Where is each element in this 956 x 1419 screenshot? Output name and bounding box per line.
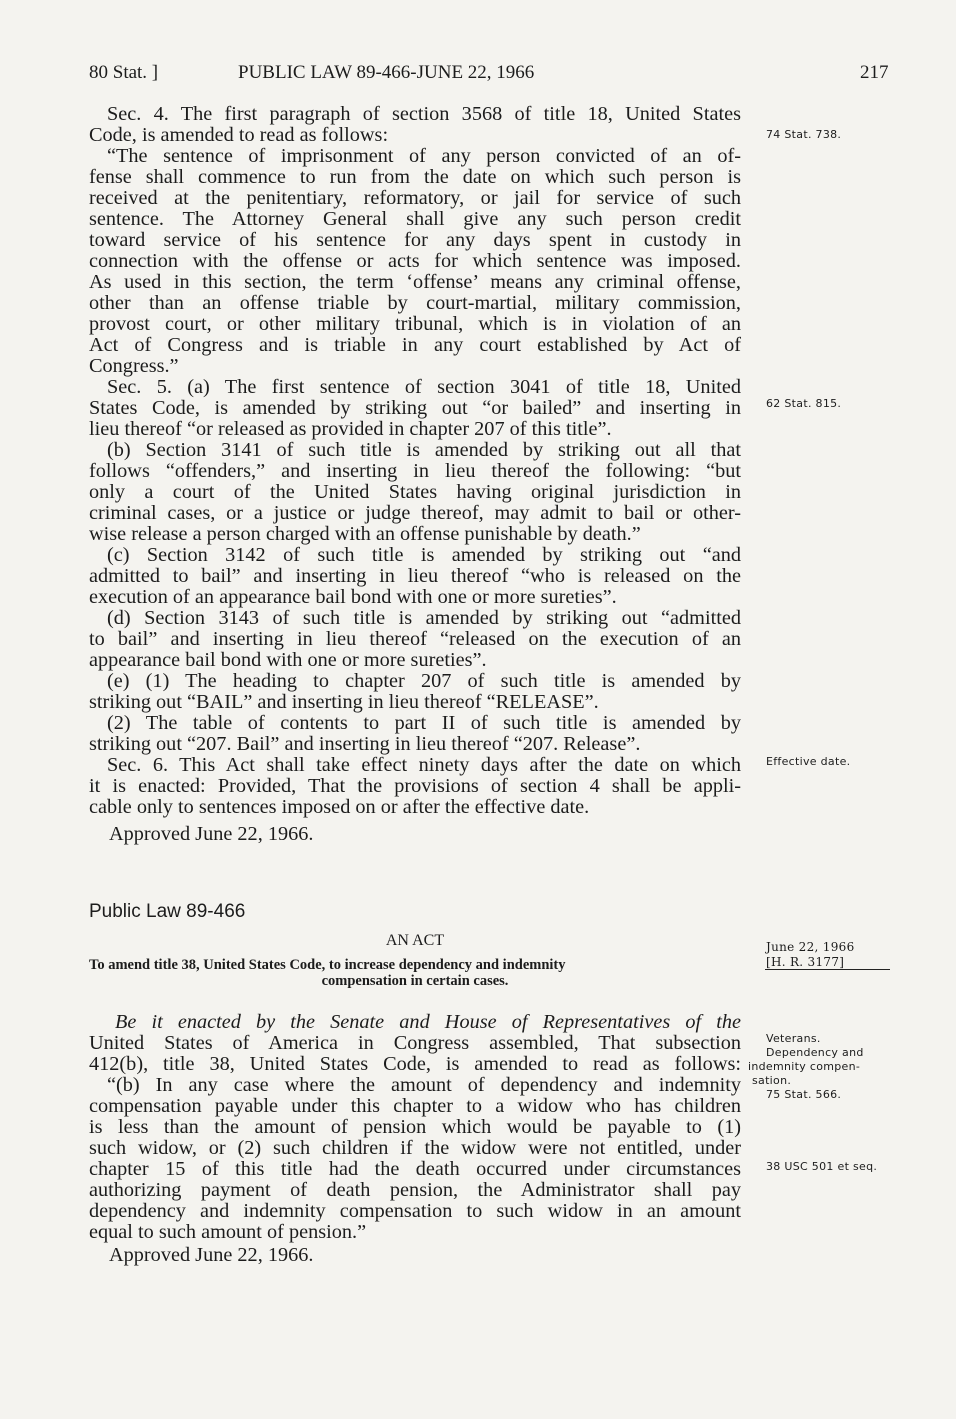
- margin-note-citation: 38 USC 501 et seq.: [766, 1160, 878, 1173]
- text-line: Sec. 6. This Act shall take effect ninety days after the date on which: [107, 754, 741, 776]
- text-line: cable only to sentences imposed on or after the effective date.: [89, 796, 590, 818]
- an-act-heading: AN ACT: [385, 932, 445, 949]
- text-line: 412(b), title 38, United States Code, is amended to read as follows:: [89, 1053, 741, 1075]
- page-number: 217: [860, 62, 889, 83]
- text-line: (d) Section 3143 of such title is amended by striking out “admitted: [107, 607, 741, 629]
- margin-note-stat: 75 Stat. 566.: [766, 1088, 842, 1101]
- text-line: Sec. 4. The first paragraph of section 3568 of title 18, United States: [107, 103, 741, 125]
- text-line: striking out “207. Bail” and inserting in lieu thereof “207. Release”.: [89, 733, 641, 755]
- text-line: to bail” and inserting in lieu thereof “released on the execution of an: [89, 628, 741, 650]
- text-line: Sec. 5. (a) The first sentence of section 3041 of title 18, United: [107, 376, 741, 398]
- header-stat: 80 Stat. ]: [89, 62, 159, 83]
- text-line: “(b) In any case where the amount of dependency and indemnity: [107, 1074, 741, 1096]
- text-line: Code, is amended to read as follows:: [89, 124, 389, 146]
- margin-rule: [765, 969, 890, 970]
- text-line: connection with the offense or acts for which sentence was imposed.: [89, 250, 741, 272]
- text-line: is less than the amount of pension which would be payable to (1): [89, 1116, 741, 1138]
- margin-note-topic: Dependency and: [766, 1046, 864, 1059]
- text-line: other than an offense triable by court-martial, military commission,: [89, 292, 741, 314]
- text-line: received at the penitentiary, reformatory, or jail for service of such: [89, 187, 741, 209]
- text-line: United States of America in Congress assembled, That subsection: [89, 1032, 741, 1054]
- margin-note-date: June 22, 1966: [766, 940, 855, 954]
- text-line: chapter 15 of this title had the death occurred under circumstances: [89, 1158, 741, 1180]
- text-line: execution of an appearance bail bond with one or more sureties”.: [89, 586, 617, 608]
- text-line: lieu thereof “or released as provided in chapter 207 of this title”.: [89, 418, 612, 440]
- margin-note-stat: 74 Stat. 738.: [766, 128, 842, 141]
- margin-note-topic: Veterans.: [766, 1032, 821, 1045]
- text-line: it is enacted: Provided, That the provisions of section 4 shall be appli-: [89, 775, 741, 797]
- margin-note-topic: indemnity compen-: [748, 1060, 861, 1073]
- text-line: (b) Section 3141 of such title is amended by striking out all that: [107, 439, 741, 461]
- text-line: such widow, or (2) such children if the widow were not entitled, under: [89, 1137, 741, 1159]
- text-line: appearance bail bond with one or more sureties”.: [89, 649, 487, 671]
- approval-line: Approved June 22, 1966.: [109, 1244, 314, 1266]
- act-title-line: compensation in certain cases.: [321, 973, 509, 989]
- public-law-label: Public Law 89-466: [89, 901, 246, 922]
- text-line: striking out “BAIL” and inserting in lieu thereof “RELEASE”.: [89, 691, 599, 713]
- text-line: (e) (1) The heading to chapter 207 of such title is amended by: [107, 670, 741, 692]
- text-line: States Code, is amended by striking out “or bailed” and inserting in: [89, 397, 741, 419]
- text-line: “The sentence of imprisonment of any person convicted of an of-: [107, 145, 741, 167]
- text-line: toward service of his sentence for any days spent in custody in: [89, 229, 741, 251]
- text-line: follows “offenders,” and inserting in lieu thereof the following: “but: [89, 460, 741, 482]
- header-title: PUBLIC LAW 89-466-JUNE 22, 1966: [238, 62, 535, 83]
- text-line: criminal cases, or a justice or judge thereof, may admit to bail or other-: [89, 502, 741, 524]
- text-line: compensation payable under this chapter to a widow who has children: [89, 1095, 741, 1117]
- margin-note-stat: 62 Stat. 815.: [766, 397, 842, 410]
- text-line: sentence. The Attorney General shall give any such person credit: [89, 208, 741, 230]
- text-line: wise release a person charged with an offense punishable by death.”: [89, 523, 641, 545]
- text-line: Be it enacted by the Senate and House of Representatives of the: [115, 1011, 741, 1033]
- text-line: Act of Congress and is triable in any court established by Act of: [89, 334, 741, 356]
- text-line: dependency and indemnity compensation to such widow in an amount: [89, 1200, 741, 1222]
- text-line: As used in this section, the term ‘offense’ means any criminal offense,: [89, 271, 741, 293]
- text-line: equal to such amount of pension.”: [89, 1221, 367, 1243]
- approval-line: Approved June 22, 1966.: [109, 823, 314, 845]
- text-line: Congress.”: [89, 355, 179, 377]
- margin-note-topic: sation.: [752, 1074, 792, 1087]
- text-line: only a court of the United States having original jurisdiction in: [89, 481, 741, 503]
- act-title-line: To amend title 38, United States Code, to increase dependency and indemnity: [89, 957, 566, 973]
- text-line: (2) The table of contents to part II of such title is amended by: [107, 712, 741, 734]
- text-line: fense shall commence to run from the date on which such person is: [89, 166, 741, 188]
- margin-note-bill: [H. R. 3177]: [766, 955, 845, 969]
- text-line: authorizing payment of death pension, the Administrator shall pay: [89, 1179, 741, 1201]
- text-line: provost court, or other military tribunal, which is in violation of an: [89, 313, 741, 335]
- text-line: admitted to bail” and inserting in lieu thereof “who is released on the: [89, 565, 741, 587]
- margin-note-effective-date: Effective date.: [766, 755, 851, 768]
- text-line: (c) Section 3142 of such title is amended by striking out “and: [107, 544, 741, 566]
